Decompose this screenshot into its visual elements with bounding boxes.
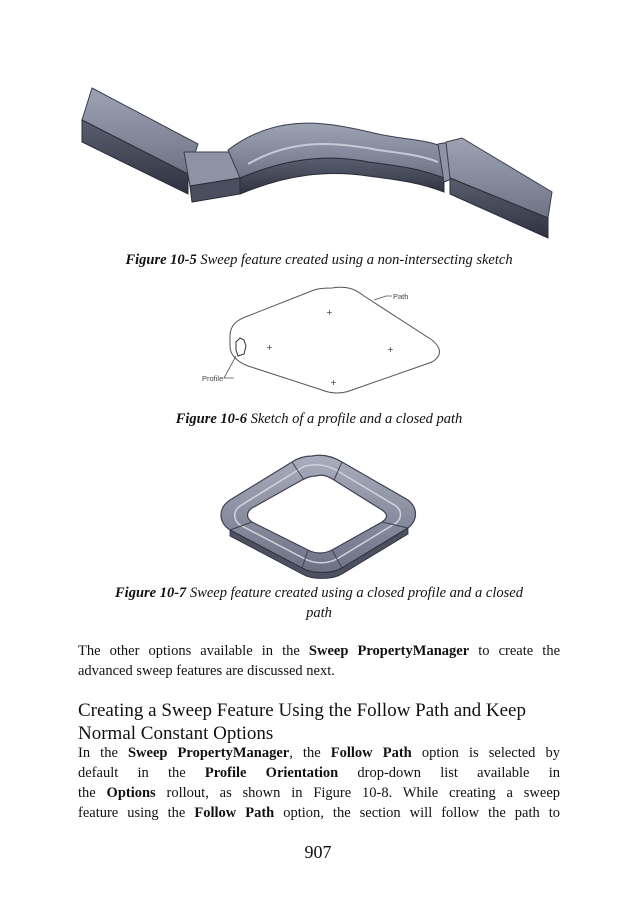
paragraph-line <box>78 641 560 661</box>
text-run: option, the section will follow the path to <box>274 805 561 821</box>
heading-line: Creating a Sweep Feature Using the Follow Path and Keep <box>78 700 526 721</box>
ui-term: Follow Path <box>330 745 412 761</box>
caption-text: Sweep feature created using a closed profile and a closed <box>186 585 523 601</box>
path-label: Path <box>393 292 409 301</box>
text-run: option is selected by <box>411 745 561 761</box>
caption-text: Sweep feature created using a non-intersecting sketch <box>196 252 513 268</box>
paragraph-line <box>78 763 560 783</box>
svg-text:+: + <box>266 343 273 352</box>
body-paragraph <box>78 641 560 681</box>
caption-text: Sketch of a profile and a closed path <box>246 411 463 427</box>
figure-10-7-caption <box>78 583 560 623</box>
figure-number: Figure 10-7 <box>115 585 187 601</box>
figure-10-7-image <box>212 450 422 580</box>
text-run: , the <box>289 745 331 761</box>
text-run: In the <box>78 745 128 761</box>
text-run: default in the <box>78 765 205 781</box>
ui-term: Sweep PropertyManager <box>308 643 470 659</box>
figure-10-5-image <box>78 82 558 242</box>
svg-text:+: + <box>326 308 333 317</box>
paragraph-line <box>78 803 560 823</box>
figure-number: Figure 10-6 <box>175 411 247 427</box>
paragraph-line: advanced sweep features are discussed next. <box>78 663 335 679</box>
paragraph-line <box>78 783 560 803</box>
text-run: to create the <box>469 643 561 659</box>
section-heading <box>78 699 560 745</box>
text-run: drop-down list available in <box>338 765 560 781</box>
svg-text:+: + <box>330 378 337 387</box>
text-run: feature using the <box>78 805 195 821</box>
ui-term: Profile Orientation <box>204 765 339 781</box>
profile-label: Profile <box>202 374 224 383</box>
figure-10-6-caption <box>78 409 560 429</box>
svg-text:+: + <box>387 345 394 354</box>
figure-10-5-caption <box>78 250 560 270</box>
body-paragraph <box>78 743 560 823</box>
page-number: 907 <box>304 842 332 862</box>
paragraph-line <box>78 743 560 763</box>
text-run: rollout, as shown in Figure 10-8. While creating a sweep <box>155 785 561 801</box>
text-run: The other options available in the <box>78 643 309 659</box>
figure-number: Figure 10-5 <box>125 252 197 268</box>
ui-term: Sweep PropertyManager <box>127 745 290 761</box>
figure-10-6-image <box>196 284 446 400</box>
ui-term: Options <box>106 785 156 801</box>
caption-text-line2: path <box>306 605 332 621</box>
ui-term: Follow Path <box>194 805 275 821</box>
heading-line: Normal Constant Options <box>78 723 274 744</box>
text-run: the <box>78 785 107 801</box>
